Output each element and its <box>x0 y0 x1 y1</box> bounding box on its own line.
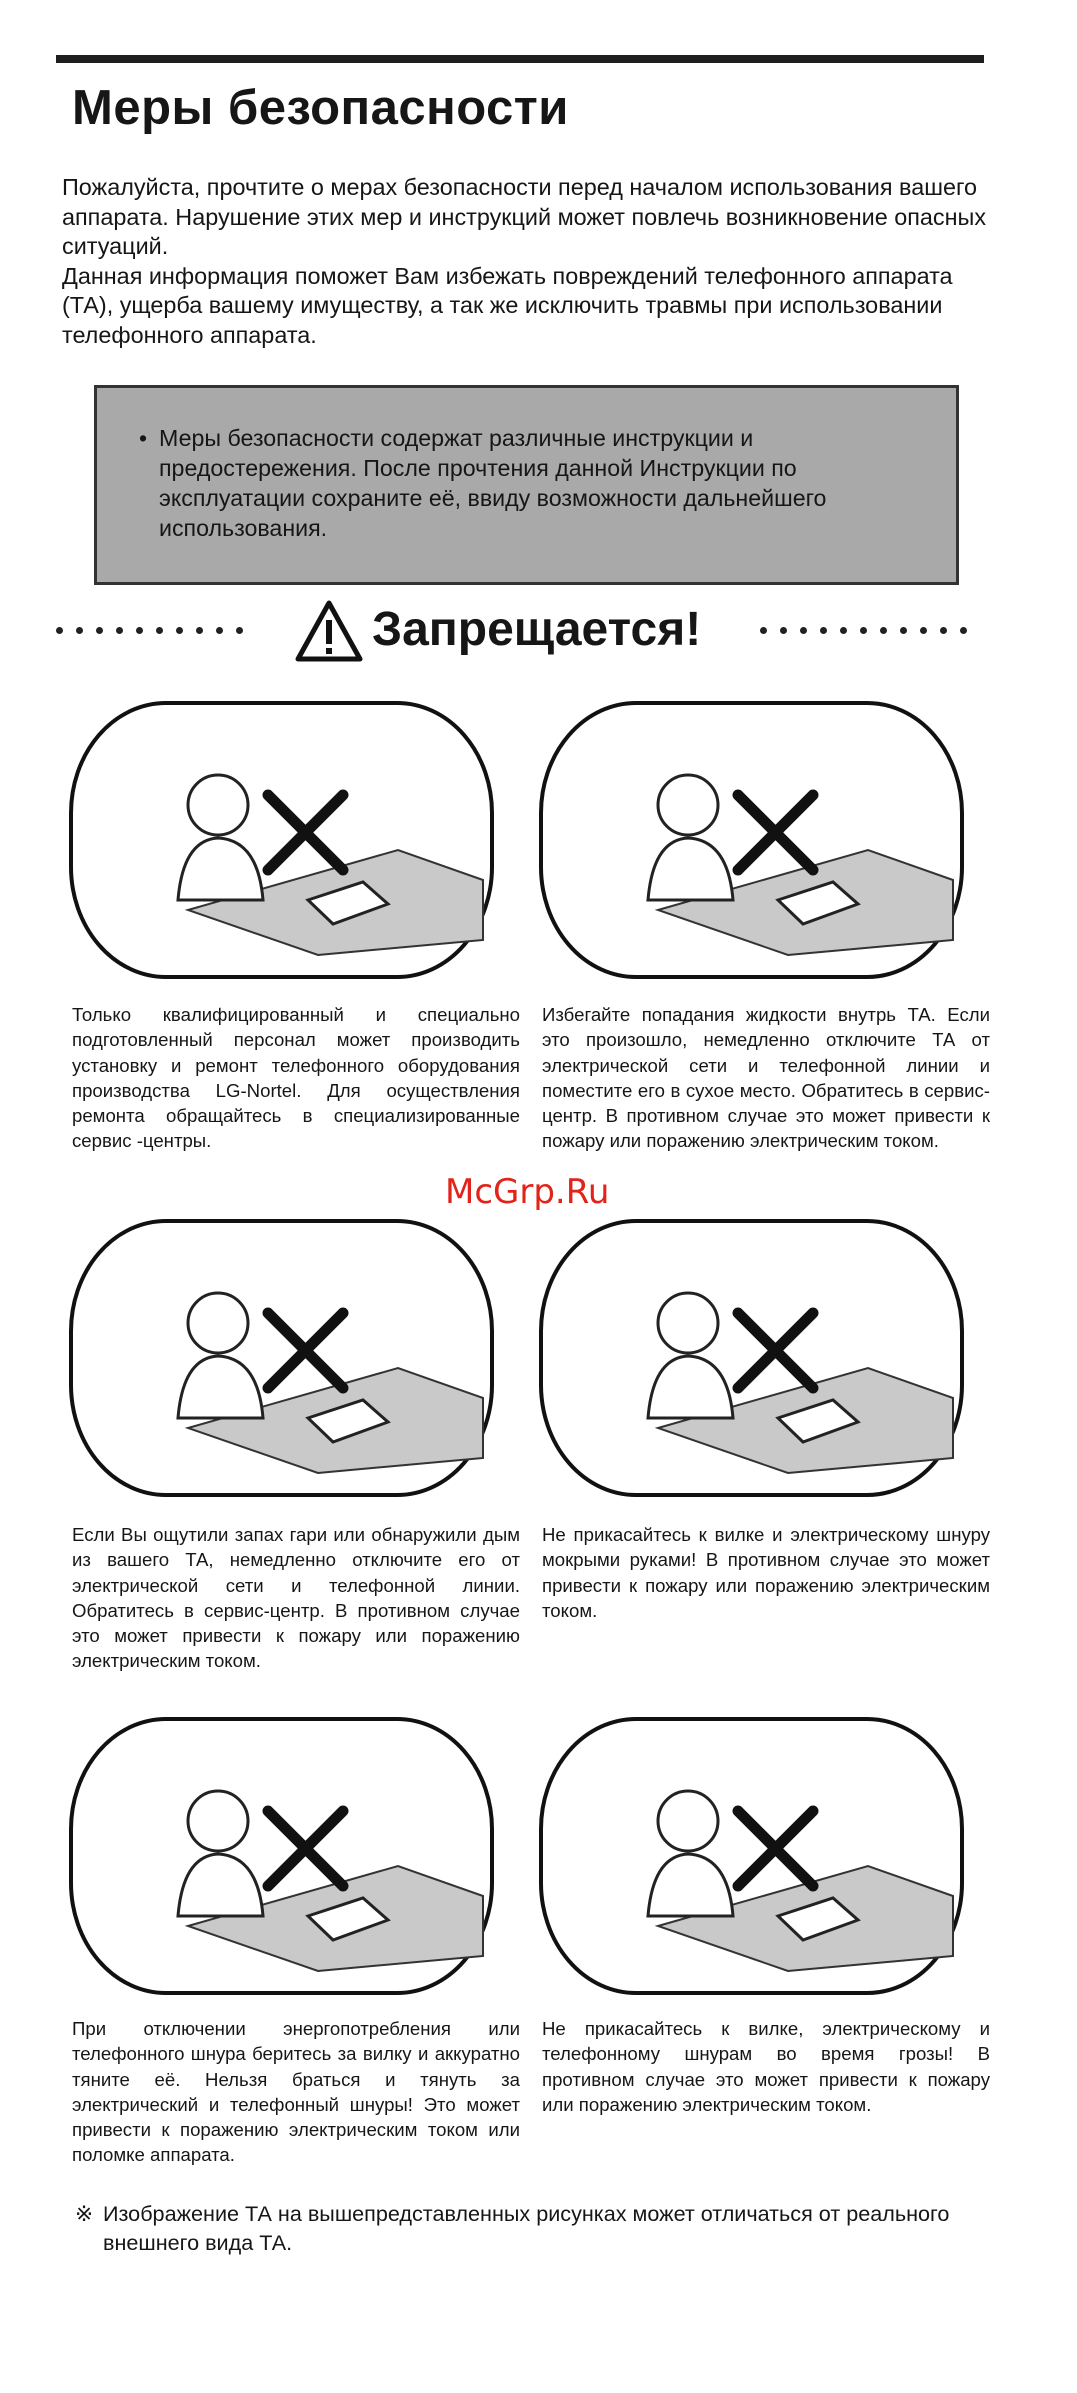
footnote-text: Изображение ТА на вышепредставленных рисунках может отличаться от реального внешнего вида ТА. <box>103 2201 950 2255</box>
notice-bullet: • <box>139 425 148 451</box>
illustration-card-1 <box>68 700 495 980</box>
page-title: Меры безопасности <box>72 81 569 135</box>
illustration-card-4 <box>538 1218 965 1498</box>
no-repair-icon <box>68 700 495 980</box>
no-wet-hands-icon <box>538 1218 965 1498</box>
caption-1: Только квалифицированный и специально подготовленный персонал может производить установку и ремонт телефонного оборудования производства LG-Nortel. Для осуществления ремонта обращайтесь в специализированные сервис -центры. <box>72 1004 520 1152</box>
top-rule <box>56 55 984 63</box>
warning-triangle-icon <box>295 600 363 662</box>
no-pull-cord-icon <box>68 1716 495 1996</box>
banner-title: Запрещается! <box>372 603 702 656</box>
caption-5: При отключении энергопотребления или телефонного шнура беритесь за вилку и аккуратно тяните её. Нельзя браться и тянуть за электрический и телефонный шнуры! Это может привести к поражению электрическим током или поломке аппарата. <box>72 2018 520 2166</box>
illustration-card-5 <box>68 1716 495 1996</box>
intro-paragraph-1: Пожалуйста, прочтите о мерах безопасности перед началом использования вашего аппарата. Нарушение этих мер и инструкций может повлечь возникновение опасных ситуаций. <box>62 174 987 259</box>
watermark-logo: McGrp.Ru <box>445 1172 610 1212</box>
dots-left <box>56 627 256 635</box>
no-liquid-icon <box>538 700 965 980</box>
footnote-mark: ※ <box>75 2201 94 2226</box>
caption-6: Не прикасайтесь к вилке, электрическому и телефонному шнурам во время грозы! В противном случае это может привести к пожару или поражению электрическим током. <box>542 2018 990 2115</box>
dots-right <box>760 627 980 635</box>
intro-text <box>62 173 992 350</box>
illustration-card-3 <box>68 1218 495 1498</box>
no-smoke-icon <box>68 1218 495 1498</box>
illustration-card-2 <box>538 700 965 980</box>
prohibited-banner <box>50 590 992 670</box>
notice-text: Меры безопасности содержат различные инструкции и предостережения. После прочтения данной Инструкции по эксплуатации сохраните её, ввиду возможности дальнейшего использования. <box>159 425 827 541</box>
caption-2: Избегайте попадания жидкости внутрь ТА. Если это произошло, немедленно отключите ТА от электрической сети и телефонной линии и поместите его в сухое место. Обратитесь в сервис-центр. В противном случае это может привести к пожару или поражению электрическим током. <box>542 1004 990 1152</box>
caption-3: Если Вы ощутили запах гари или обнаружили дым из вашего ТА, немедленно отключите его от электрической сети и телефонной линии. Обратитесь в сервис-центр. В противном случае это может привести к пожару или поражению электрическим током. <box>72 1524 520 1672</box>
intro-paragraph-2: Данная информация поможет Вам избежать повреждений телефонного аппарата (ТА), ущерба вашему имуществу, а так же исключить травмы при использовании телефонного аппарата. <box>62 262 953 348</box>
illustration-card-6 <box>538 1716 965 1996</box>
no-thunderstorm-icon <box>538 1716 965 1996</box>
caption-4: Не прикасайтесь к вилке и электрическому шнуру мокрыми руками! В противном случае это может привести к пожару или поражению электрическим током. <box>542 1524 990 1621</box>
notice-box <box>94 385 959 585</box>
